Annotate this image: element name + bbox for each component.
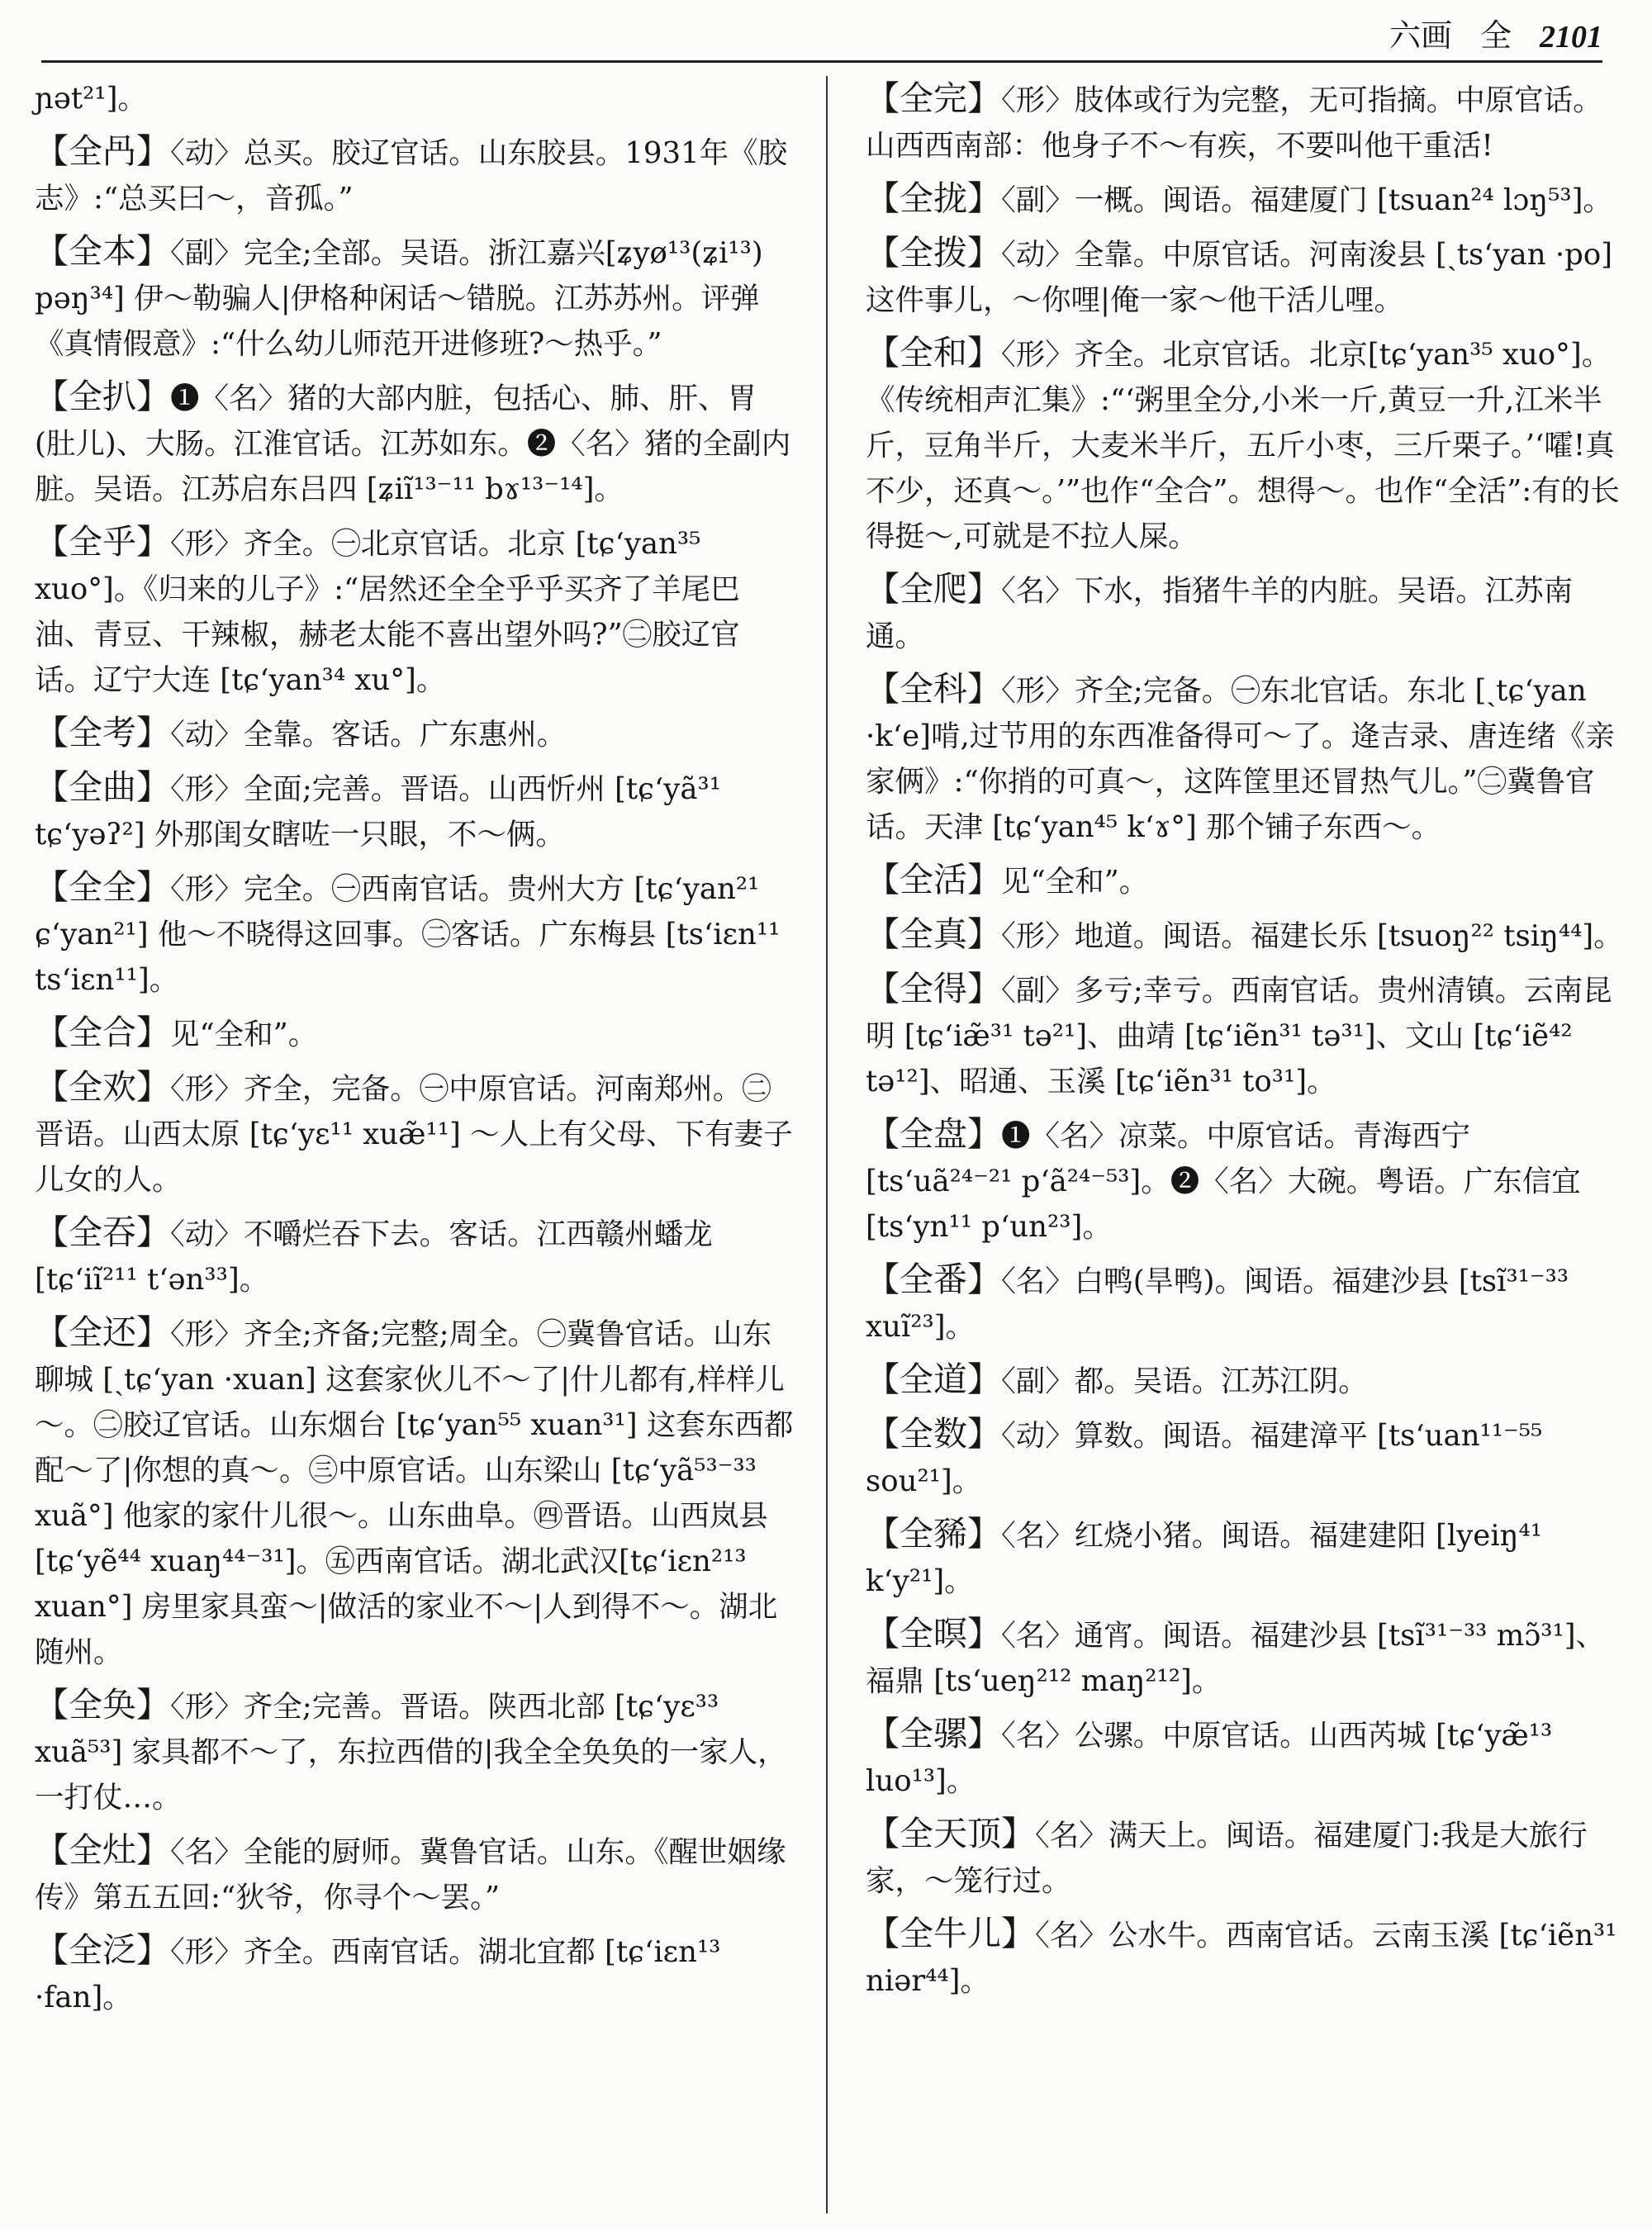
entry-headword: 【全得】 — [866, 969, 1001, 1008]
entry-part-of-speech: 〈形〉 — [1001, 674, 1075, 708]
entry-definition: 齐全。西南官话。湖北宜都 [tɕʻiɛn¹³ ·fan]。 — [35, 1935, 721, 2014]
entry-headword: 【全吞】 — [35, 1212, 170, 1252]
dictionary-entry — [866, 1811, 1626, 1904]
entry-headword: 【全曲】 — [35, 767, 170, 807]
entry-headword: 【全合】 — [35, 1013, 170, 1052]
entry-definition: 齐全，完备。㊀中原官话。河南郑州。㊁晋语。山西太原 [tɕʻyɛ¹¹ xuæ̃¹¹] ～人上有父母、下有妻子儿女的人。 — [35, 1072, 793, 1197]
entry-part-of-speech: 〈形〉 — [1001, 83, 1075, 117]
column-divider — [826, 76, 828, 2213]
entry-definition: 通宵。闽语。福建沙县 [tsĩ³¹⁻³³ mɔ̃³¹]、福鼎 [tsʻueŋ²¹² maŋ²¹²]。 — [866, 1619, 1606, 1698]
entry-part-of-speech: 〈副〉 — [1001, 974, 1075, 1008]
entry-definition: 一概。闽语。福建厦门 [tsuan²⁴ lɔŋ⁵³]。 — [1074, 183, 1612, 217]
entry-definition: 肢体或行为完整，无可指摘。中原官话。山西西南部：他身子不～有疾，不要叫他干重活! — [866, 83, 1602, 163]
dictionary-entry — [866, 912, 1626, 959]
entry-definition: 全能的厨师。冀鲁官话。山东。《醒世姻缘传》第五五回:“狄爷，你寻个～罢。” — [35, 1835, 786, 1914]
entry-headword: 【全和】 — [866, 333, 1001, 372]
entry-headword: 【全还】 — [35, 1312, 170, 1352]
entry-definition: 完全。㊀西南官话。贵州大方 [tɕʻyan²¹ ɕʻyan²¹] 他～不晓得这回事。㊁客话。广东梅县 [tsʻiɛn¹¹ tsʻiɛn¹¹]。 — [35, 872, 781, 997]
entry-part-of-speech: 〈副〉 — [170, 236, 244, 270]
entry-headword: 【全泛】 — [35, 1930, 170, 1970]
entry-definition: 齐全;完善。晋语。陕西北部 [tɕʻyɛ³³ xuã⁵³] 家具都不～了，东拉西借的|我全全奂奂的一家人，一打仗…。 — [35, 1690, 787, 1815]
entry-part-of-speech: 〈动〉 — [1001, 1419, 1075, 1453]
entry-part-of-speech: 〈名〉 — [1035, 1819, 1108, 1853]
entry-definition: 见“全和”。 — [1001, 865, 1149, 899]
dictionary-entry — [866, 1257, 1626, 1350]
entry-part-of-speech: 〈形〉 — [170, 1072, 244, 1106]
entry-headword: 【全活】 — [866, 860, 1001, 899]
entry-headword: 【全暝】 — [866, 1614, 1001, 1654]
entry-definition: 全靠。中原官话。河南浚县 [ˏtsʻyan ·po]这件事儿，～你哩|俺一家～他干活儿哩。 — [866, 238, 1613, 317]
entry-headword: 【全乎】 — [35, 522, 170, 562]
entry-part-of-speech: 〈名〉 — [1001, 1619, 1075, 1653]
entry-headword: 【全奂】 — [35, 1685, 170, 1725]
entry-part-of-speech: 〈名〉 — [1001, 1719, 1075, 1753]
dictionary-entry — [35, 1828, 795, 1920]
entry-definition: 公水牛。西南官话。云南玉溪 [tɕʻiẽn³¹ niər⁴⁴]。 — [866, 1919, 1617, 1998]
entry-definition: 白鸭(旱鸭)。闽语。福建沙县 [tsĩ³¹⁻³³ xuĩ²³]。 — [866, 1264, 1569, 1344]
entry-definition: 见“全和”。 — [170, 1018, 318, 1051]
dictionary-entry — [35, 765, 795, 857]
dictionary-entry — [35, 1310, 795, 1675]
dictionary-entry — [866, 230, 1626, 323]
page-number: 2101 — [1540, 20, 1602, 55]
entry-definition: 全靠。客话。广东惠州。 — [243, 718, 567, 752]
entry-part-of-speech: 〈形〉 — [170, 1935, 244, 1969]
dictionary-entry — [35, 1928, 795, 2020]
dictionary-entry — [866, 857, 1626, 904]
dictionary-entry — [35, 229, 795, 367]
entry-headword: 【全科】 — [866, 669, 1001, 709]
entry-part-of-speech: 〈形〉 — [170, 527, 244, 561]
entry-definition: 满天上。闽语。福建厦门:我是大旅行家，～笼行过。 — [866, 1819, 1588, 1898]
dictionary-entry — [866, 176, 1626, 223]
dictionary-entry — [35, 1682, 795, 1820]
entry-definition: 多亏;幸亏。西南官话。贵州清镇。云南昆明 [tɕʻiæ̃³¹ tə²¹]、曲靖 [tɕʻiẽn³¹ tə³¹]、文山 [tɕʻiẽ⁴² tə¹²]、昭通、玉溪 [tɕʻiẽn³¹ to³¹]。 — [866, 974, 1612, 1098]
entry-headword: 【全完】 — [866, 78, 1001, 118]
dictionary-entry — [866, 1412, 1626, 1504]
dictionary-entry — [35, 520, 795, 703]
dictionary-entry — [866, 1511, 1626, 1604]
dictionary-entry — [35, 374, 795, 512]
entry-headword: 【全道】 — [866, 1359, 1001, 1399]
dictionary-entry — [866, 1611, 1626, 1704]
entry-part-of-speech: 〈形〉 — [170, 772, 244, 806]
entry-part-of-speech: 〈形〉 — [1001, 919, 1075, 953]
entry-part-of-speech: 〈动〉 — [170, 136, 244, 170]
entry-part-of-speech: 〈副〉 — [1001, 183, 1075, 217]
entry-definition: 总买。胶辽官话。山东胶县。1931年《胶志》:“总买曰～，音孤。” — [35, 136, 788, 216]
dictionary-entry — [866, 1911, 1626, 2004]
entry-definition: 算数。闽语。福建漳平 [tsʻuan¹¹⁻⁵⁵ sou²¹]。 — [866, 1419, 1543, 1498]
entry-headword: 【全扒】 — [35, 377, 170, 416]
entry-part-of-speech: 〈动〉 — [170, 1217, 244, 1251]
dictionary-entry — [866, 667, 1626, 850]
entry-headword: 【全拨】 — [866, 233, 1001, 273]
entry-headword: 【全盘】 — [866, 1114, 1001, 1154]
entry-headword: 【全拢】 — [866, 178, 1001, 218]
entry-headword: 【全欢】 — [35, 1067, 170, 1107]
entry-definition: 全面;完善。晋语。山西忻州 [tɕʻyã³¹ tɕʻyəʔ²] 外那闺女瞎咗一只眼，不～俩。 — [35, 772, 721, 852]
entry-definition: 都。吴语。江苏江阴。 — [1074, 1364, 1368, 1398]
entry-headword: 【全骡】 — [866, 1714, 1001, 1753]
entry-headword: 【全灶】 — [35, 1830, 170, 1870]
dictionary-entry — [35, 1210, 795, 1302]
entry-headword: 【全全】 — [35, 867, 170, 907]
entry-part-of-speech: 〈名〉 — [1001, 574, 1075, 608]
entry-part-of-speech: 〈形〉 — [170, 1317, 244, 1351]
entry-definition: 齐全;齐备;完整;周全。㊀冀鲁官话。山东聊城 [ˏtɕʻyan ·xuan] 这套家伙儿不～了|什儿都有,样样儿～。㊁胶辽官话。山东烟台 [tɕʻyan⁵⁵ xuan³¹] 这套东西都配～了|你想的真～。㊂中原官话。山东梁山 [tɕʻyã⁵³⁻³³ xuã°] 他家的家什儿很～。山东曲阜。㊃晋语。山西岚县 [tɕʻyẽ⁴⁴ xuaŋ⁴⁴⁻³¹]。㊄西南官话。湖北武汉[tɕʻiɛn²¹³ xuan°] 房里家具蛮～|做活的家业不～|人到得不～。湖北随州。 — [35, 1317, 794, 1669]
entry-part-of-speech: 〈名〉 — [170, 1835, 244, 1869]
dictionary-entry — [35, 865, 795, 1003]
dictionary-entry — [866, 1357, 1626, 1404]
entry-definition: 公骡。中原官话。山西芮城 [tɕʻyæ̃¹³ luo¹³]。 — [866, 1719, 1553, 1798]
entry-part-of-speech: 〈形〉 — [170, 1690, 244, 1724]
entry-headword: 【全数】 — [866, 1414, 1001, 1454]
dictionary-entry — [866, 567, 1626, 659]
entry-definition: 不嚼烂吞下去。客话。江西赣州蟠龙 [tɕʻiĩ²¹¹ tʻən³³]。 — [35, 1217, 713, 1297]
entry-headword: 【全本】 — [35, 231, 170, 271]
entry-part-of-speech: 〈名〉 — [1035, 1919, 1108, 1952]
entry-part-of-speech: 〈动〉 — [170, 718, 244, 752]
entry-headword: 【全考】 — [35, 713, 170, 752]
entry-part-of-speech: 〈形〉 — [1001, 338, 1075, 372]
entry-headword: 【全豨】 — [866, 1514, 1001, 1554]
entry-part-of-speech: 〈名〉 — [1001, 1519, 1075, 1553]
entry-headword: 【全天顶】 — [866, 1814, 1035, 1853]
dictionary-entry — [35, 710, 795, 757]
entry-part-of-speech: 〈副〉 — [1001, 1364, 1075, 1398]
entry-definition: 齐全。㊀北京官话。北京 [tɕʻyan³⁵ xuo°]。《归来的儿子》:“居然还全全乎乎买齐了羊尾巴油、青豆、干辣椒，赫老太能不喜出望外吗?”㊁胶辽官话。辽宁大连 [tɕʻyan³⁴ xu°]。 — [35, 527, 740, 697]
entry-definition: 下水，指猪牛羊的内脏。吴语。江苏南通。 — [866, 574, 1574, 653]
entry-definition: ❶〈名〉猪的大部内脏，包括心、肺、肝、胃(肚儿)、大肠。江淮官话。江苏如东。❷〈名〉猪的全副内脏。吴语。江苏启东吕四 [ʑiĩ¹³⁻¹¹ bɤ¹³⁻¹⁴]。 — [35, 382, 791, 506]
header-character: 全 — [1479, 17, 1512, 54]
dictionary-entry — [866, 966, 1626, 1104]
left-column — [35, 76, 795, 2213]
dictionary-entry — [866, 1711, 1626, 1804]
entry-definition: ❶〈名〉凉菜。中原官话。青海西宁 [tsʻuã²⁴⁻²¹ pʻã²⁴⁻⁵³]。❷〈名〉大碗。粤语。广东信宜 [tsʻyn¹¹ pʻun²³]。 — [866, 1119, 1581, 1244]
page-header — [41, 15, 1602, 63]
entry-headword: 【全爬】 — [866, 569, 1001, 609]
entry-definition: 齐全;完备。㊀东北官话。东北 [ˏtɕʻyan ·kʻe]啃,过节用的东西准备得可～了。逄吉录、唐连绪《亲家俩》:“你捎的可真～，这阵筐里还冒热气儿。”㊁冀鲁官话。天津 [tɕʻyan⁴⁵ kʻɤ°] 那个铺子东西～。 — [866, 674, 1615, 844]
entry-part-of-speech: 〈名〉 — [1001, 1264, 1075, 1298]
dictionary-entry — [866, 76, 1626, 168]
dictionary-entry — [866, 1112, 1626, 1250]
right-column — [866, 76, 1626, 2213]
entry-definition: 地道。闽语。福建长乐 [tsuoŋ²² tsiŋ⁴⁴]。 — [1074, 919, 1623, 953]
entry-part-of-speech: 〈形〉 — [170, 872, 244, 906]
entry-headword: 【全冎】 — [35, 131, 170, 171]
entry-definition: 红烧小猪。闽语。福建建阳 [lyeiŋ⁴¹ kʻy²¹]。 — [866, 1519, 1542, 1598]
entry-part-of-speech: 〈动〉 — [1001, 238, 1075, 272]
dictionary-entry — [866, 330, 1626, 559]
entry-headword: 【全番】 — [866, 1260, 1001, 1299]
dictionary-entry — [35, 1065, 795, 1203]
section-label: 六画 — [1389, 17, 1452, 54]
dictionary-entry — [35, 1010, 795, 1057]
entry-headword: 【全真】 — [866, 914, 1001, 954]
entry-definition: 齐全。北京官话。北京[tɕʻyan³⁵ xuo°]。《传统相声汇集》:“‘粥里全分,小米一斤,黄豆一升,江米半斤，豆角半斤，大麦米半斤，五斤小枣，三斤栗子。’‘嚯!真不少，还真～。’”也作“全合”。想得～。也作“全活”:有的长得挺～,可就是不拉人屎。 — [866, 338, 1620, 553]
entry-definition: 完全;全部。吴语。浙江嘉兴[ʑyø¹³(ʑi¹³) pəŋ³⁴] 伊～勒骗人|伊格种闲话～错脱。江苏苏州。评弹《真情假意》:“什么幼儿师范开进修班?～热乎。” — [35, 236, 763, 361]
entry-headword: 【全牛儿】 — [866, 1914, 1035, 1953]
dictionary-entry — [35, 129, 795, 221]
continued-fragment: ɲət²¹]。 — [35, 82, 147, 116]
